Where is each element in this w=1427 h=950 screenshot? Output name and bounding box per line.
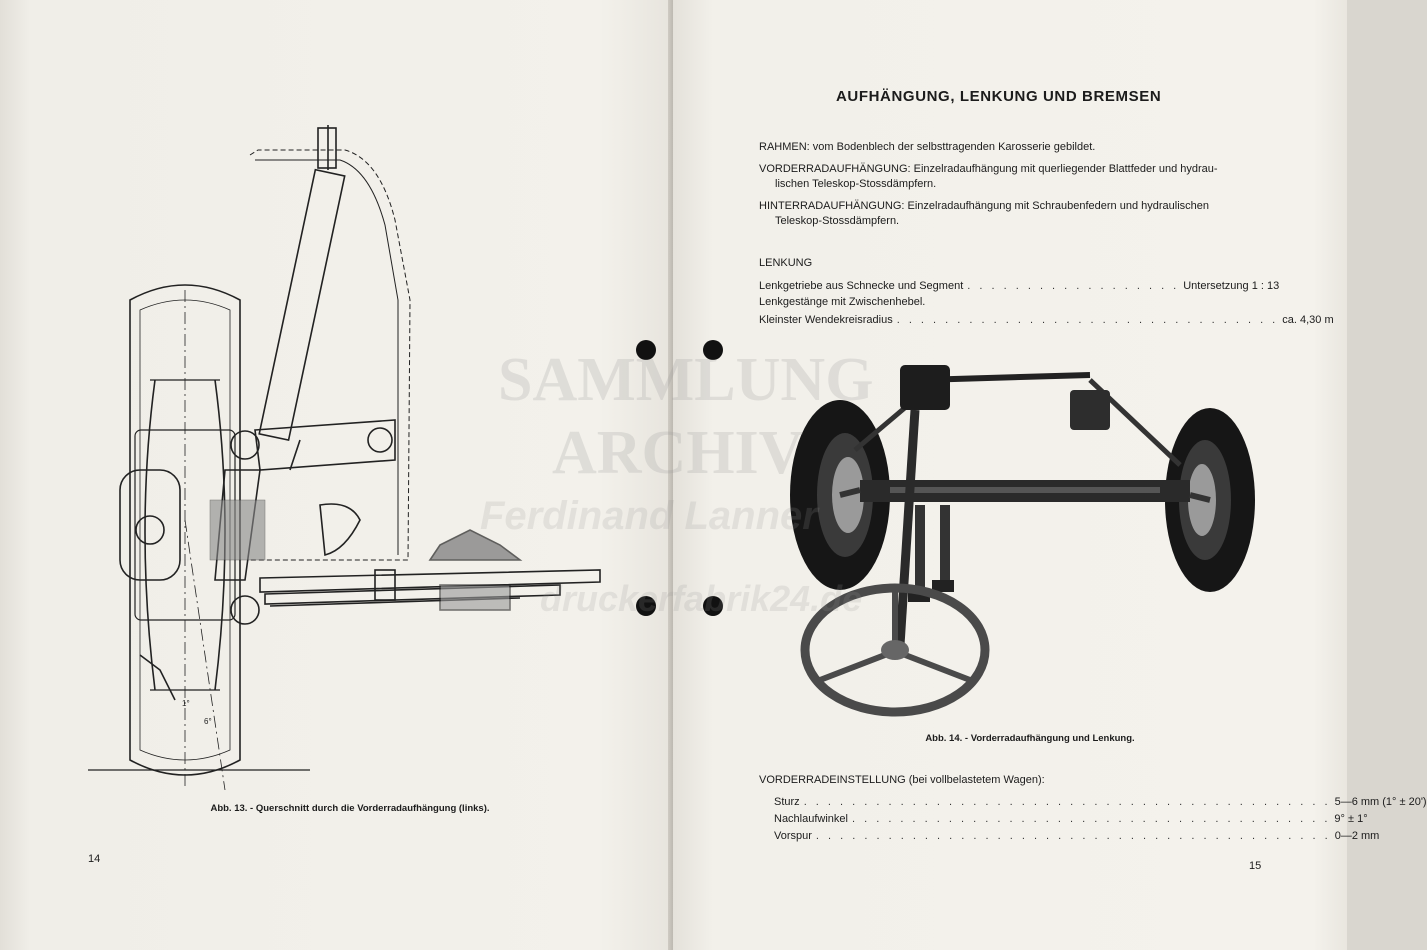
page-number-left: 14 — [88, 853, 101, 865]
angle-label-large: 6° — [204, 717, 212, 726]
figure-13-caption: Abb. 13. - Querschnitt durch die Vorderradaufhängung (links). — [210, 803, 490, 814]
einstellung-heading: VORDERRADEINSTELLUNG (bei vollbelastetem Wagen): — [759, 774, 1045, 786]
spec-row: Lenkgetriebe aus Schnecke und Segment . . . . . . . . . . . . . . . . . . Untersetzung 1 : 13 — [759, 280, 1280, 292]
suspension-cross-section-drawing — [0, 0, 673, 800]
watermark-line: SAMMLUNG — [498, 346, 874, 414]
spec-row: Nachlaufwinkel . . . . . . . . . . . . . . . . . . . . . . . . . . . . . . . . . . . . . . . . 9° ± 1° — [774, 813, 1368, 825]
spec-row: Lenkgestänge mit Zwischenhebel. — [759, 296, 926, 308]
paragraph-vorderradaufhaengung: VORDERRADAUFHÄNGUNG: Einzelradaufhängung mit querliegender Blattfeder und hydrau- lischen Teleskop-Stossdämpfern. — [759, 163, 1218, 190]
binder-hole — [636, 340, 656, 360]
watermark-line: ARCHIV — [552, 419, 804, 487]
angle-label-small: 1° — [182, 699, 190, 708]
paragraph-hinterradaufhaengung: HINTERRADAUFHÄNGUNG: Einzelradaufhängung mit Schraubenfedern und hydraulischen Teleskop-Stossdämpfern. — [759, 200, 1210, 227]
binder-hole — [703, 340, 723, 360]
spec-row: Sturz . . . . . . . . . . . . . . . . . . . . . . . . . . . . . . . . . . . . . . . . . . . . 5—6 mm (1° ± 20') — [774, 796, 1427, 808]
binder-hole — [703, 596, 723, 616]
page-number-right: 15 — [1249, 860, 1262, 872]
binder-hole — [636, 596, 656, 616]
spec-row: Vorspur . . . . . . . . . . . . . . . . . . . . . . . . . . . . . . . . . . . . . . . . . . . 0—2 mm — [774, 830, 1380, 842]
lenkung-heading: LENKUNG — [759, 257, 813, 269]
spec-row: Kleinster Wendekreisradius . . . . . . . . . . . . . . . . . . . . . . . . . . . . . . . . ca. 4,30 m — [759, 314, 1334, 326]
figure-14-caption: Abb. 14. - Vorderradaufhängung und Lenkung. — [925, 733, 1135, 744]
section-title: AUFHÄNGUNG, LENKUNG UND BREMSEN — [836, 88, 1162, 105]
left-page — [0, 0, 673, 950]
front-suspension-photo — [780, 355, 1280, 725]
paragraph-rahmen: RAHMEN: vom Bodenblech der selbsttragenden Karosserie gebildet. — [759, 141, 1096, 153]
